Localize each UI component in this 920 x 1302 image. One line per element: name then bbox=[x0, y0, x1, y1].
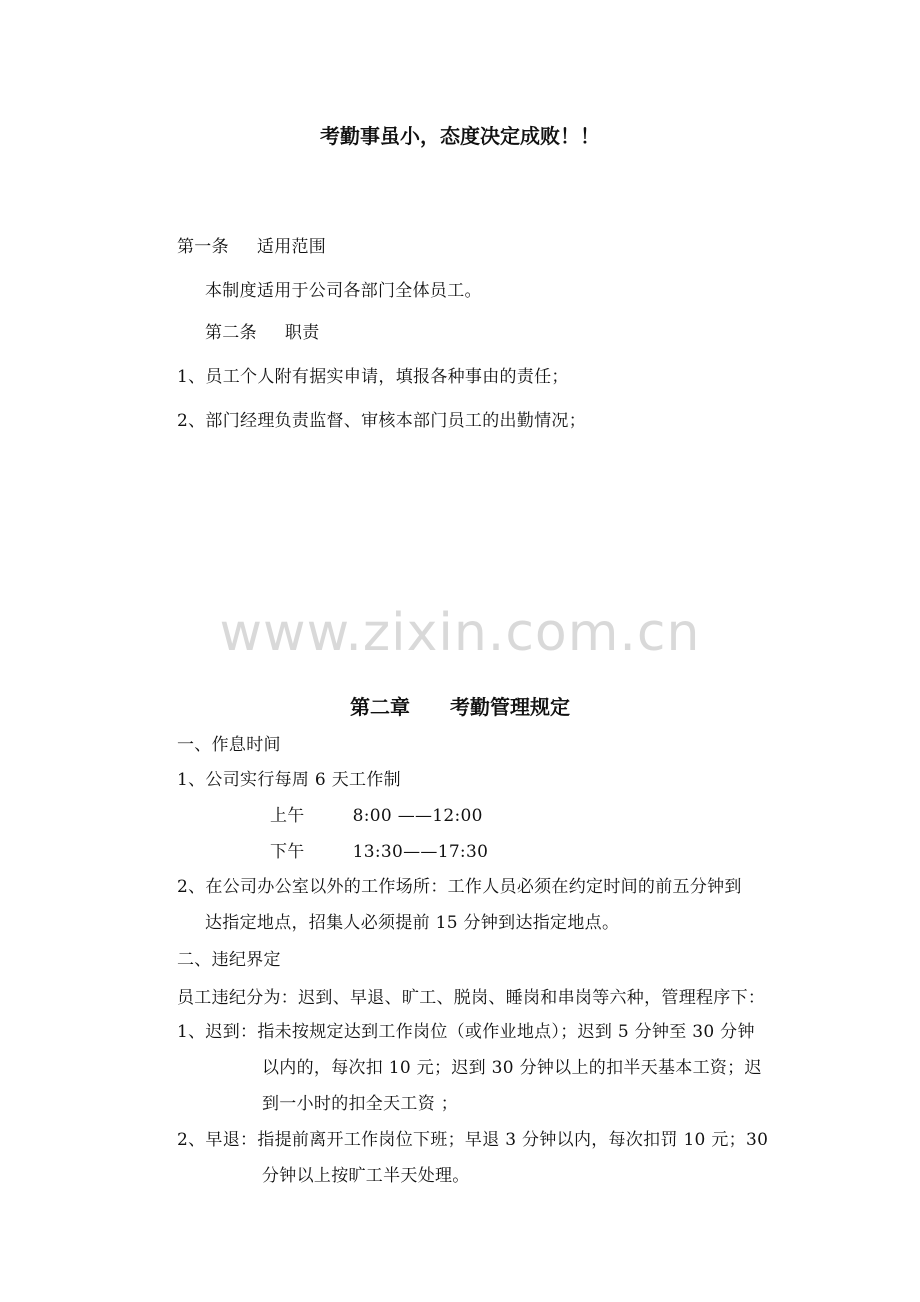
section-2-heading: 二、违纪界定 bbox=[177, 950, 281, 970]
document-title: 考勤事虽小，态度决定成败！！ bbox=[320, 124, 600, 148]
morning-time: 8:00 ——12:00 bbox=[352, 806, 483, 826]
chapter-2-label: 第二章 bbox=[350, 695, 410, 719]
article-2-heading bbox=[205, 322, 320, 344]
scope-text: 本制度适用于公司各部门全体员工。 bbox=[205, 281, 482, 301]
afternoon-schedule bbox=[270, 841, 488, 863]
offsite-item-line-2: 达指定地点，招集人必须提前 15 分钟到达指定地点。 bbox=[205, 913, 620, 933]
offsite-item-line-1: 2、在公司办公室以外的工作场所：工作人员必须在约定时间的前五分钟到 bbox=[177, 877, 742, 897]
early-leave-rule-line-1: 2、早退：指提前离开工作岗位下班；早退 3 分钟以内，每次扣罚 10 元；30 bbox=[177, 1130, 769, 1150]
late-rule-line-1: 1、迟到：指未按规定达到工作岗位（或作业地点）；迟到 5 分钟至 30 分钟 bbox=[177, 1022, 755, 1042]
violation-intro: 员工违纪分为：迟到、早退、旷工、脱岗、睡岗和串岗等六种，管理程序下： bbox=[177, 988, 766, 1008]
chapter-2-title: 考勤管理规定 bbox=[450, 695, 570, 719]
article-1-heading bbox=[177, 236, 326, 258]
work-system-text: 1、公司实行每周 6 天工作制 bbox=[177, 770, 401, 790]
article-1-label: 第一条 bbox=[177, 237, 229, 257]
article-2-label: 第二条 bbox=[205, 323, 257, 343]
late-rule-line-2: 以内的，每次扣 10 元；迟到 30 分钟以上的扣半天基本工资；迟 bbox=[262, 1058, 762, 1078]
duty-item-2: 2、部门经理负责监督、审核本部门员工的出勤情况； bbox=[177, 411, 587, 431]
watermark: www.zixin.com.cn bbox=[219, 603, 701, 663]
article-2-title: 职责 bbox=[284, 323, 320, 343]
morning-label: 上午 bbox=[270, 806, 305, 826]
afternoon-time: 13:30——17:30 bbox=[352, 842, 489, 862]
morning-schedule bbox=[270, 805, 483, 827]
afternoon-label: 下午 bbox=[270, 842, 305, 862]
early-leave-rule-line-2: 分钟以上按旷工半天处理。 bbox=[262, 1166, 470, 1186]
article-1-title: 适用范围 bbox=[256, 237, 327, 257]
section-1-heading: 一、作息时间 bbox=[177, 735, 281, 755]
chapter-2-heading bbox=[0, 694, 920, 720]
late-rule-line-3: 到一小时的扣全天工资 ； bbox=[262, 1094, 459, 1114]
duty-item-1: 1、员工个人附有据实申请，填报各种事由的责任； bbox=[177, 367, 569, 387]
